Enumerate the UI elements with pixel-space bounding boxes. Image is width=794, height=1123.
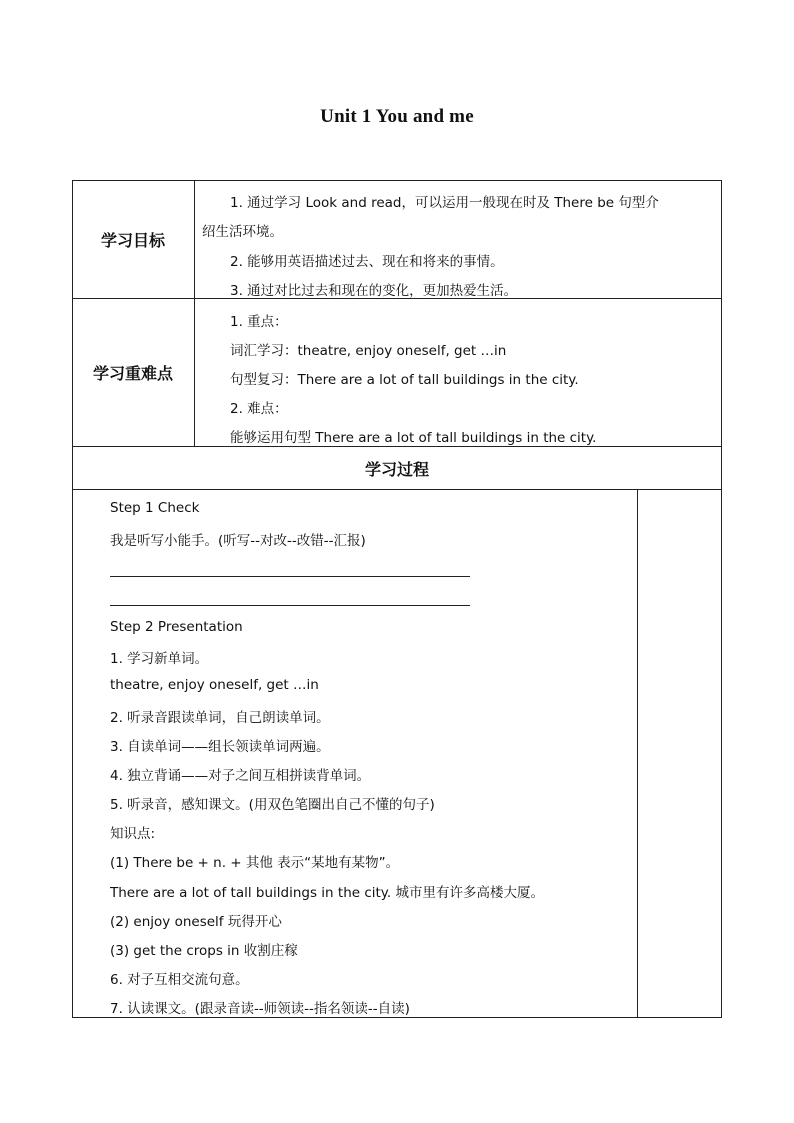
- process-line-13: (2) enjoy oneself 玩得开心: [110, 914, 282, 930]
- process-line-11: (1) There be + n. + 其他 表示“某地有某物”。: [110, 855, 400, 871]
- dictation-blank-2[interactable]: [110, 605, 470, 606]
- process-line-9: 5. 听录音，感知课文。(用双色笔圈出自己不懂的句子): [110, 797, 435, 813]
- objectives-line-2: 绍生活环境。: [202, 224, 283, 240]
- objectives-label: 学习目标: [100, 231, 165, 250]
- process-line-1: Step 1 Check: [110, 500, 200, 516]
- key-points-line-2: 词汇学习：theatre, enjoy oneself, get …in: [230, 343, 507, 359]
- notes-column-divider: [637, 489, 638, 1017]
- row-divider-3: [72, 489, 722, 490]
- objectives-line-3: 2. 能够用英语描述过去、现在和将来的事情。: [230, 254, 504, 270]
- key-points-line-1: 1. 重点：: [230, 314, 288, 330]
- process-line-14: (3) get the crops in 收割庄稼: [110, 943, 298, 959]
- process-line-8: 4. 独立背诵——对子之间互相拼读背单词。: [110, 768, 371, 784]
- table-border-bottom: [72, 1017, 722, 1018]
- process-line-12: There are a lot of tall buildings in the city. 城市里有许多高楼大厦。: [110, 885, 544, 901]
- process-line-3: Step 2 Presentation: [110, 619, 243, 635]
- process-line-2: 我是听写小能手。(听写--对改--改错--汇报): [110, 533, 366, 549]
- table-border-left: [72, 180, 73, 1017]
- process-line-15: 6. 对子互相交流句意。: [110, 972, 249, 988]
- process-line-6: 2. 听录音跟读单词，自己朗读单词。: [110, 710, 330, 726]
- process-line-10: 知识点:: [110, 826, 156, 842]
- key-points-line-4: 2. 难点：: [230, 401, 288, 417]
- table-border-right: [721, 180, 722, 1017]
- page-title: Unit 1 You and me: [320, 106, 474, 127]
- process-line-5: theatre, enjoy oneself, get …in: [110, 677, 319, 693]
- key-points-line-5: 能够运用句型 There are a lot of tall buildings in the city.: [230, 430, 597, 446]
- objectives-line-4: 3. 通过对比过去和现在的变化，更加热爱生活。: [230, 283, 518, 299]
- table-border-top: [72, 180, 722, 181]
- row-divider-2: [72, 446, 722, 447]
- dictation-blank-1[interactable]: [110, 576, 470, 577]
- label-column-divider: [194, 180, 195, 446]
- objectives-line-1: 1. 通过学习 Look and read，可以运用一般现在时及 There be 句型介: [230, 195, 659, 211]
- key-points-line-3: 句型复习：There are a lot of tall buildings in the city.: [230, 372, 579, 388]
- lesson-table: [72, 180, 722, 1017]
- key-points-label: 学习重难点: [92, 364, 173, 383]
- process-line-16: 7. 认读课文。(跟录音读--师领读--指名领读--自读): [110, 1001, 410, 1017]
- process-heading: 学习过程: [364, 460, 429, 479]
- process-line-7: 3. 自读单词——组长领读单词两遍。: [110, 739, 330, 755]
- process-line-4: 1. 学习新单词。: [110, 651, 209, 667]
